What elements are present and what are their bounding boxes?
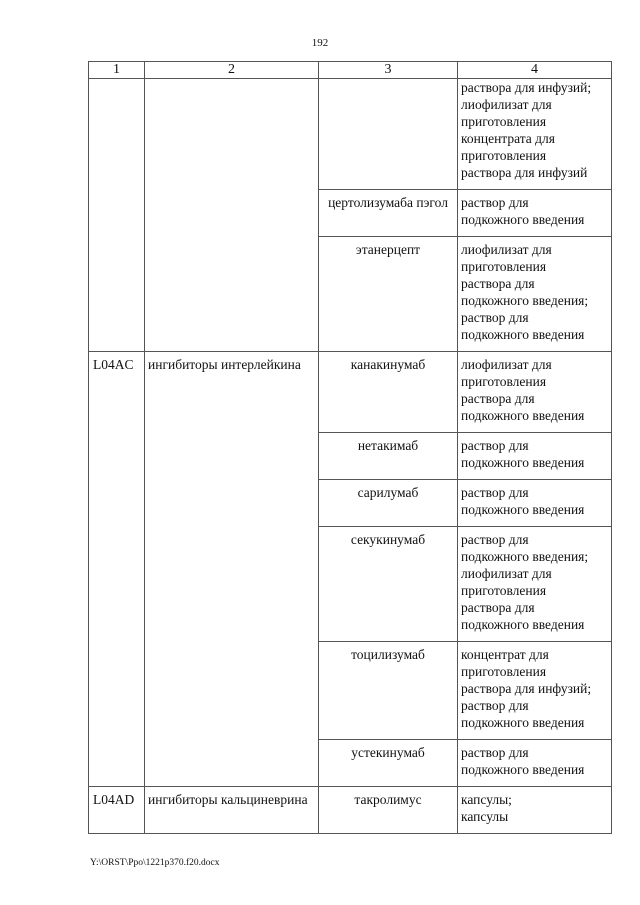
dosage-form-line: концентрат для <box>461 647 549 662</box>
dosage-form-line: раствор для <box>461 485 529 500</box>
dosage-form-cell <box>458 190 612 237</box>
group-cell <box>145 79 319 352</box>
dosage-form-line: раствора для <box>461 391 535 406</box>
drug-cell: тоцилизумаб <box>319 642 458 740</box>
dosage-form-line: лиофилизат для <box>461 357 552 372</box>
dosage-form-line: раствор для <box>461 698 529 713</box>
dosage-form-cell <box>458 642 612 740</box>
drug-cell <box>319 79 458 190</box>
table-row <box>89 352 612 433</box>
dosage-form-line: подкожного введения <box>461 762 585 777</box>
group-cell: ингибиторы интерлейкина <box>145 352 319 787</box>
dosage-form-cell <box>458 79 612 190</box>
dosage-form-line: подкожного введения; <box>461 293 589 308</box>
group-cell: ингибиторы кальциневрина <box>145 787 319 834</box>
dosage-form-line: лиофилизат для <box>461 566 552 581</box>
dosage-form-cell <box>458 237 612 352</box>
dosage-form-line: приготовления <box>461 259 547 274</box>
dosage-form-line: лиофилизат для <box>461 242 552 257</box>
drug-cell: устекинумаб <box>319 740 458 787</box>
dosage-form-line: раствора для инфузий; <box>461 80 592 95</box>
dosage-form-cell <box>458 480 612 527</box>
dosage-form-line: концентрата для <box>461 131 555 146</box>
dosage-form-cell <box>458 527 612 642</box>
dosage-form-line: капсулы <box>461 809 509 824</box>
dosage-form-line: раствор для <box>461 438 529 453</box>
dosage-form-line: приготовления <box>461 583 547 598</box>
dosage-form-line: приготовления <box>461 374 547 389</box>
dosage-form-line: приготовления <box>461 664 547 679</box>
dosage-form-line: раствор для <box>461 745 529 760</box>
document-path-footer: Y:\ORST\Ppo\1221p370.f20.docx <box>90 858 220 868</box>
column-header: 2 <box>145 62 319 79</box>
dosage-form-line: раствора для <box>461 276 535 291</box>
atc-code-cell: L04AC <box>89 352 145 787</box>
dosage-form-line: подкожного введения <box>461 617 585 632</box>
column-header: 1 <box>89 62 145 79</box>
dosage-form-line: подкожного введения <box>461 715 585 730</box>
dosage-form-line: раствора для инфузий; <box>461 681 592 696</box>
table-header-row <box>89 62 612 79</box>
dosage-form-line: лиофилизат для <box>461 97 552 112</box>
table-row <box>89 787 612 834</box>
dosage-form-cell <box>458 352 612 433</box>
dosage-form-line: раствора для <box>461 600 535 615</box>
drug-cell: цертолизумаба пэгол <box>319 190 458 237</box>
drug-cell: канакинумаб <box>319 352 458 433</box>
column-header: 3 <box>319 62 458 79</box>
dosage-form-cell <box>458 740 612 787</box>
atc-code-cell: L04AD <box>89 787 145 834</box>
dosage-form-line: подкожного введения <box>461 408 585 423</box>
page-number: 192 <box>311 37 329 49</box>
dosage-form-line: раствора для инфузий <box>461 165 588 180</box>
dosage-form-line: подкожного введения <box>461 327 585 342</box>
dosage-form-cell <box>458 433 612 480</box>
dosage-form-line: раствор для <box>461 195 529 210</box>
column-header: 4 <box>458 62 612 79</box>
drug-cell: сарилумаб <box>319 480 458 527</box>
dosage-form-line: приготовления <box>461 114 547 129</box>
drug-table <box>88 61 612 834</box>
dosage-form-line: подкожного введения <box>461 455 585 470</box>
dosage-form-line: капсулы; <box>461 792 512 807</box>
dosage-form-line: подкожного введения; <box>461 549 589 564</box>
dosage-form-cell <box>458 787 612 834</box>
dosage-form-line: раствор для <box>461 532 529 547</box>
table-row <box>89 79 612 190</box>
dosage-form-line: приготовления <box>461 148 547 163</box>
drug-cell: секукинумаб <box>319 527 458 642</box>
atc-code-cell <box>89 79 145 352</box>
dosage-form-line: подкожного введения <box>461 502 585 517</box>
dosage-form-line: подкожного введения <box>461 212 585 227</box>
drug-cell: нетакимаб <box>319 433 458 480</box>
drug-cell: этанерцепт <box>319 237 458 352</box>
drug-cell: такролимус <box>319 787 458 834</box>
dosage-form-line: раствор для <box>461 310 529 325</box>
